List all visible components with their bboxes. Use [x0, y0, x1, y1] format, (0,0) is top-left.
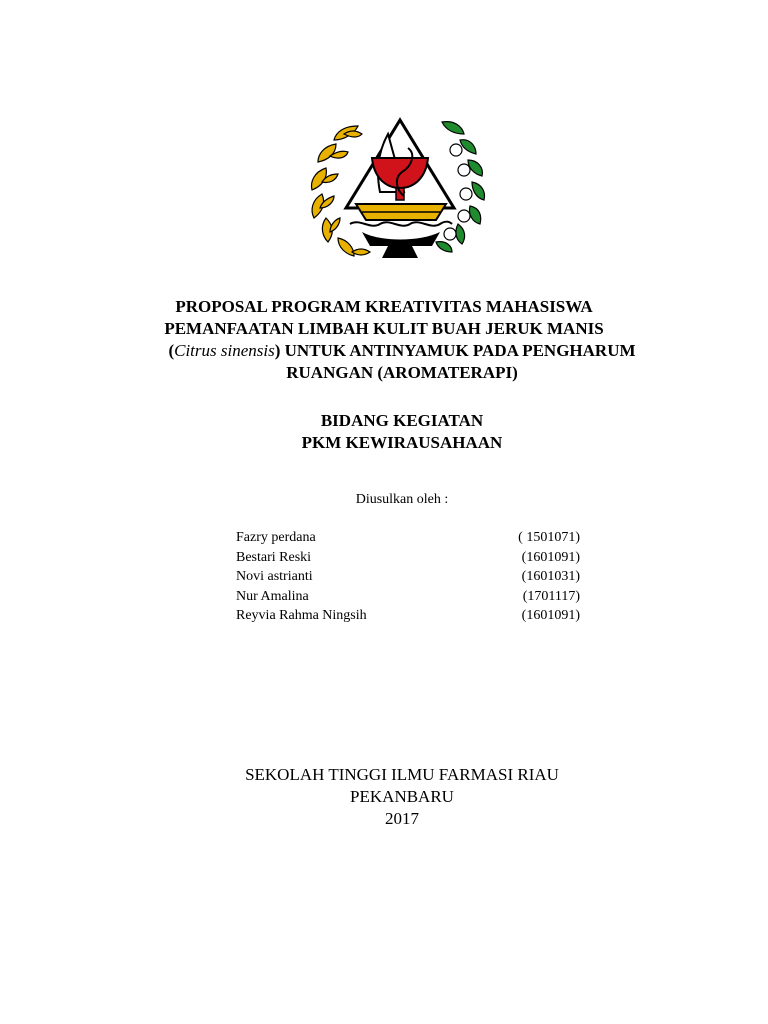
- member-nim: (1701117): [522, 588, 580, 604]
- title-line-1: PROPOSAL PROGRAM KREATIVITAS MAHASISWA: [175, 297, 593, 316]
- proposed-by-label: Diusulkan oleh :: [355, 492, 449, 507]
- member-name: Novi astrianti: [236, 569, 313, 584]
- waves-icon: [350, 222, 452, 226]
- member-row: [236, 587, 580, 607]
- title-line-4: RUANGAN (AROMATERAPI): [286, 363, 518, 382]
- title-paren-open: (: [168, 341, 175, 360]
- member-row: [236, 528, 580, 548]
- member-nim: ( 1501071): [518, 530, 580, 545]
- institution-name: SEKOLAH TINGGI ILMU FARMASI RIAU: [245, 765, 559, 784]
- member-row: [236, 567, 580, 587]
- member-list: [236, 528, 580, 626]
- institution-city: PEKANBARU: [350, 787, 454, 806]
- institution-logo: [300, 112, 500, 264]
- title-line-3-text: UNTUK ANTINYAMUK PADA PENGHARUM: [284, 341, 636, 360]
- document-year: 2017: [385, 809, 419, 828]
- base-icon: [362, 232, 440, 246]
- member-nim: (1601091): [521, 549, 580, 565]
- member-name: Fazry perdana: [236, 530, 316, 545]
- member-nim: (1601091): [521, 608, 580, 623]
- field-label: BIDANG KEGIATAN: [320, 411, 484, 430]
- member-row: [236, 606, 580, 626]
- title-italic-species: Citrus sinensis: [174, 341, 275, 360]
- proposal-title: [0, 296, 768, 384]
- activity-field: [0, 410, 768, 454]
- title-line-2: PEMANFAATAN LIMBAH KULIT BUAH JERUK MANIS: [164, 319, 604, 338]
- field-value: PKM KEWIRAUSAHAAN: [301, 433, 503, 452]
- title-paren-close: ): [274, 341, 281, 360]
- institution-block: [0, 764, 768, 830]
- leaves-right-icon: [436, 122, 485, 252]
- member-nim: (1601031): [521, 569, 580, 584]
- title-line-3: [0, 340, 768, 362]
- member-name: Reyvia Rahma Ningsih: [236, 608, 367, 623]
- member-name: Nur Amalina: [236, 588, 309, 604]
- member-name: Bestari Reski: [236, 549, 312, 565]
- member-row: [236, 548, 580, 568]
